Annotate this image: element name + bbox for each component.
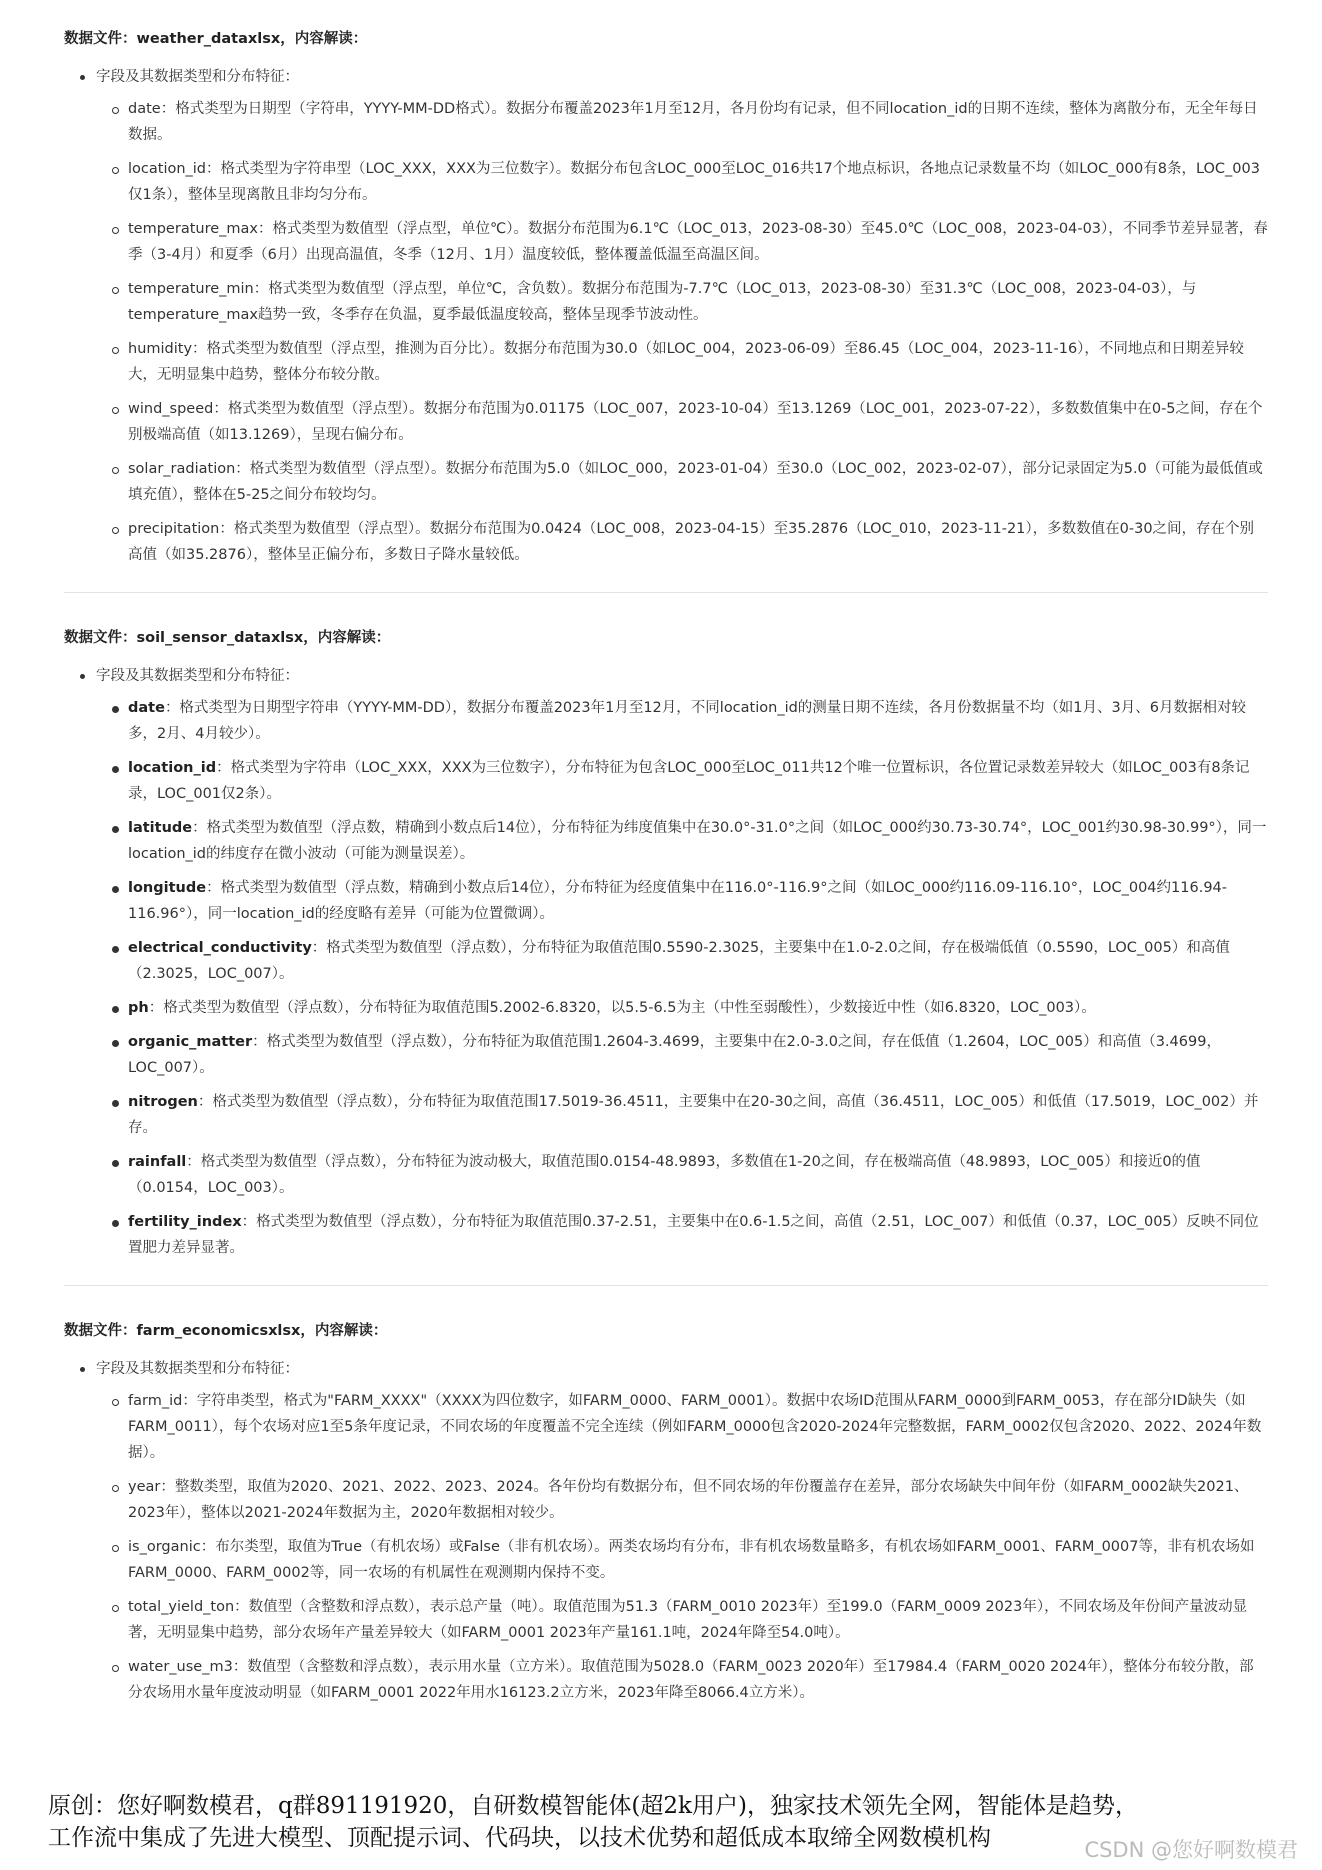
field-item — [96, 1209, 1268, 1261]
field-desc: ：格式类型为数值型（浮点数），分布特征为取值范围0.5590-2.3025，主要集中在1.0-2.0之间，存在极端低值（0.5590，LOC_005）和高值（2.3025，LOC_007）。 — [128, 940, 1230, 982]
field-name: location_id — [128, 760, 217, 776]
field-name: farm_id — [128, 1393, 183, 1409]
field-desc: ：格式类型为数值型（浮点数，精确到小数点后14位），分布特征为纬度值集中在30.0°-31.0°之间（如LOC_000约30.73-30.74°，LOC_001约30.98-30.99°），同一location_id的纬度存在微小波动（可能为测量误差）。 — [128, 820, 1267, 862]
field-name: precipitation — [128, 521, 220, 537]
field-name: electrical_conductivity — [128, 940, 312, 956]
field-item — [96, 995, 1268, 1021]
outer-item-label: 字段及其数据类型和分布特征： — [96, 1361, 299, 1377]
field-item — [96, 1149, 1268, 1201]
field-desc: ：字符串类型，格式为"FARM_XXXX"（XXXX为四位数字，如FARM_0000、FARM_0001）。数据中农场ID范围从FARM_0000到FARM_0053，存在部分ID缺失（如FARM_0011），每个农场对应1至5条年度记录，不同农场的年度覆盖不完全连续（例如FARM_0000包含2020-2024年完整数据，FARM_0002仅包含2020、2022、2024年数据）。 — [128, 1393, 1262, 1461]
field-desc: ：格式类型为数值型（浮点型）。数据分布范围为5.0（如LOC_000，2023-01-04）至30.0（LOC_002，2023-02-07），部分记录固定为5.0（可能为最低值或填充值），整体在5-25之间分布较均匀。 — [128, 461, 1263, 503]
field-desc: ：格式类型为数值型（浮点型）。数据分布范围为0.0424（LOC_008，2023-04-15）至35.2876（LOC_010，2023-11-21），多数数值在0-30之间，存在个别高值（如35.2876），整体呈正偏分布，多数日子降水量较低。 — [128, 521, 1255, 563]
section-soil-sensor — [64, 627, 1268, 1261]
field-desc: ：格式类型为数值型（浮点型，单位℃，含负数）。数据分布范围为-7.7℃（LOC_013，2023-08-30）至31.3℃（LOC_008，2023-04-03），与temperature_max趋势一致，冬季存在负温，夏季最低温度较高，整体呈现季节波动性。 — [128, 281, 1197, 323]
field-name: temperature_min — [128, 281, 254, 297]
field-item — [96, 516, 1268, 568]
field-name: organic_matter — [128, 1034, 253, 1050]
field-desc: ：数值型（含整数和浮点数），表示用水量（立方米）。取值范围为5028.0（FARM_0023 2020年）至17984.4（FARM_0020 2024年），整体分布较分散，部分农场用水量年度波动明显（如FARM_0001 2022年用水16123.2立方米，2023年降至8066.4立方米）。 — [128, 1659, 1254, 1701]
field-name: humidity — [128, 341, 193, 357]
section-farm-economics — [64, 1320, 1268, 1706]
field-name: solar_radiation — [128, 461, 236, 477]
field-item — [96, 276, 1268, 328]
field-item — [96, 755, 1268, 807]
document-body — [64, 28, 1268, 1714]
field-item — [96, 1654, 1268, 1706]
field-name: water_use_m3 — [128, 1659, 233, 1675]
outer-list — [64, 66, 1268, 568]
field-desc: ：格式类型为字符串（LOC_XXX，XXX为三位数字），分布特征为包含LOC_000至LOC_011共12个唯一位置标识，各位置记录数差异较大（如LOC_003有8条记录，LOC_001仅2条）。 — [128, 760, 1250, 802]
field-desc: ：格式类型为数值型（浮点数），分布特征为波动极大，取值范围0.0154-48.9893，多数值在1-20之间，存在极端高值（48.9893，LOC_005）和接近0的值（0.0154，LOC_003）。 — [128, 1154, 1201, 1196]
field-desc: ：格式类型为字符串型（LOC_XXX，XXX为三位数字）。数据分布包含LOC_000至LOC_016共17个地点标识，各地点记录数量不均（如LOC_000有8条，LOC_003仅1条），整体呈现离散且非均匀分布。 — [128, 161, 1260, 203]
field-desc: ：整数类型，取值为2020、2021、2022、2023、2024。各年份均有数据分布，但不同农场的年份覆盖存在差异，部分农场缺失中间年份（如FARM_0002缺失2021、2023年），整体以2021-2024年数据为主，2020年数据相对较少。 — [128, 1479, 1249, 1521]
field-name: nitrogen — [128, 1094, 198, 1110]
section-title: 数据文件：weather_dataxlsx，内容解读： — [64, 31, 368, 47]
field-item — [96, 216, 1268, 268]
footer-line-1: 原创：您好啊数模君，q群891191920，自研数模智能体(超2k用户)，独家技术领先全网，智能体是趋势， — [48, 1793, 1138, 1819]
field-desc: ：格式类型为数值型（浮点数，精确到小数点后14位），分布特征为经度值集中在116.0°-116.9°之间（如LOC_000约116.09-116.10°，LOC_004约116.94-116.96°），同一location_id的经度略有差异（可能为位置微调）。 — [128, 880, 1228, 922]
outer-list — [64, 665, 1268, 1261]
field-item — [96, 1594, 1268, 1646]
field-name: year — [128, 1479, 161, 1495]
section-divider — [64, 592, 1268, 593]
field-desc: ：格式类型为日期型字符串（YYYY-MM-DD），数据分布覆盖2023年1月至12月，不同location_id的测量日期不连续，各月份数据量不均（如1月、3月、6月数据相对较多，2月、4月较少）。 — [128, 700, 1246, 742]
field-name: rainfall — [128, 1154, 187, 1170]
section-title: 数据文件：soil_sensor_dataxlsx，内容解读： — [64, 630, 391, 646]
outer-item-label: 字段及其数据类型和分布特征： — [96, 668, 299, 684]
field-item — [96, 1534, 1268, 1586]
field-item — [96, 456, 1268, 508]
field-list — [96, 96, 1268, 568]
outer-list — [64, 1358, 1268, 1706]
field-item — [96, 815, 1268, 867]
field-desc: ：格式类型为数值型（浮点型，推测为百分比）。数据分布范围为30.0（如LOC_004，2023-06-09）至86.45（LOC_004，2023-11-16），不同地点和日期差异较大，无明显集中趋势，整体分布较分散。 — [128, 341, 1244, 383]
field-name: fertility_index — [128, 1214, 242, 1230]
field-name: temperature_max — [128, 221, 258, 237]
field-list — [96, 1388, 1268, 1706]
section-divider — [64, 1285, 1268, 1286]
field-desc: ：格式类型为数值型（浮点数），分布特征为取值范围5.2002-6.8320，以5.5-6.5为主（中性至弱酸性），少数接近中性（如6.8320，LOC_003）。 — [148, 1000, 1096, 1016]
outer-item-label: 字段及其数据类型和分布特征： — [96, 69, 299, 85]
csdn-watermark: CSDN @您好啊数模君 — [1084, 1838, 1298, 1862]
field-item — [96, 96, 1268, 148]
field-name: latitude — [128, 820, 193, 836]
field-desc: ：格式类型为日期型（字符串，YYYY-MM-DD格式）。数据分布覆盖2023年1月至12月，各月份均有记录，但不同location_id的日期不连续，整体为离散分布，无全年每日数据。 — [128, 101, 1258, 143]
field-name: total_yield_ton — [128, 1599, 235, 1615]
field-item — [96, 1388, 1268, 1466]
field-item — [96, 156, 1268, 208]
field-desc: ：格式类型为数值型（浮点数），分布特征为取值范围0.37-2.51，主要集中在0.6-1.5之间，高值（2.51，LOC_007）和低值（0.37，LOC_005）反映不同位置肥力差异显著。 — [128, 1214, 1259, 1256]
section-title: 数据文件：farm_economicsxlsx，内容解读： — [64, 1323, 388, 1339]
field-desc: ：格式类型为数值型（浮点数），分布特征为取值范围17.5019-36.4511，主要集中在20-30之间，高值（36.4511，LOC_005）和低值（17.5019，LOC_002）并存。 — [128, 1094, 1259, 1136]
field-item — [96, 336, 1268, 388]
field-list — [96, 695, 1268, 1261]
field-name: location_id — [128, 161, 207, 177]
field-item — [96, 1089, 1268, 1141]
field-item — [96, 875, 1268, 927]
section-weather — [64, 28, 1268, 568]
field-item — [96, 695, 1268, 747]
outer-list-item — [80, 66, 1268, 568]
field-desc: ：格式类型为数值型（浮点型）。数据分布范围为0.01175（LOC_007，2023-10-04）至13.1269（LOC_001，2023-07-22），多数数值集中在0-5之间，存在个别极端高值（如13.1269），呈现右偏分布。 — [128, 401, 1263, 443]
field-name: date — [128, 101, 161, 117]
field-desc: ：格式类型为数值型（浮点型，单位℃）。数据分布范围为6.1℃（LOC_013，2023-08-30）至45.0℃（LOC_008，2023-04-03），不同季节差异显著，春季（3-4月）和夏季（6月）出现高温值，冬季（12月、1月）温度较低，整体覆盖低温至高温区间。 — [128, 221, 1268, 263]
field-name: date — [128, 700, 165, 716]
field-name: longitude — [128, 880, 207, 896]
field-item — [96, 1474, 1268, 1526]
field-desc: ：布尔类型，取值为True（有机农场）或False（非有机农场）。两类农场均有分布，非有机农场数量略多，有机农场如FARM_0001、FARM_0007等，非有机农场如FARM_0000、FARM_0002等，同一农场的有机属性在观测期内保持不变。 — [128, 1539, 1255, 1581]
footer-line-2: 工作流中集成了先进大模型、顶配提示词、代码块，以技术优势和超低成本取缔全网数模机构 — [48, 1825, 991, 1851]
outer-list-item — [80, 665, 1268, 1261]
field-item — [96, 396, 1268, 448]
field-desc: ：数值型（含整数和浮点数），表示总产量（吨）。取值范围为51.3（FARM_0010 2023年）至199.0（FARM_0009 2023年），不同农场及年份间产量波动显著，无明显集中趋势，部分农场年产量差异较大（如FARM_0001 2023年产量161.1吨，2024年降至54.0吨）。 — [128, 1599, 1248, 1641]
field-name: is_organic — [128, 1539, 201, 1555]
field-name: wind_speed — [128, 401, 214, 417]
field-desc: ：格式类型为数值型（浮点数），分布特征为取值范围1.2604-3.4699，主要集中在2.0-3.0之间，存在低值（1.2604，LOC_005）和高值（3.4699，LOC_007）。 — [128, 1034, 1221, 1076]
field-item — [96, 1029, 1268, 1081]
field-item — [96, 935, 1268, 987]
field-name: ph — [128, 1000, 149, 1016]
outer-list-item — [80, 1358, 1268, 1706]
